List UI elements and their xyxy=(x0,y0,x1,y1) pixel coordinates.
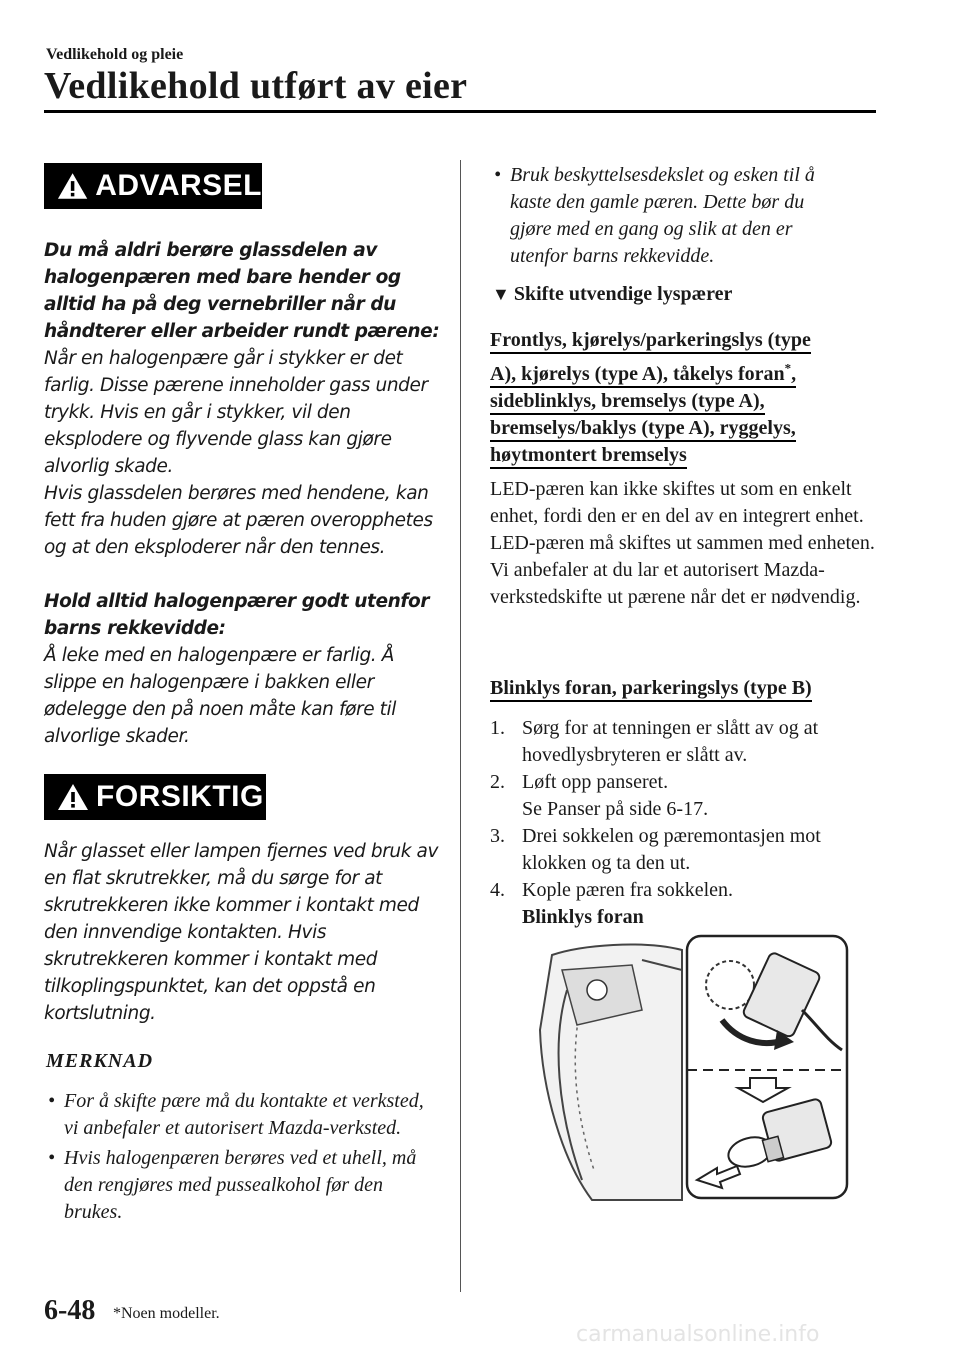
warning-label: ADVARSEL xyxy=(95,169,262,202)
warning-body-3: Å leke med en halogenpære er farlig. Å slippe en halogenpære i bakken eller ødelegge den på noen måte kan føre til alvorlige skader. xyxy=(44,645,396,747)
subheading-blinklys: Blinklys foran, parkeringslys (type B) xyxy=(490,675,812,702)
step-item: 1. Sørg for at tenningen er slått av og at hovedlysbryteren er slått av. xyxy=(490,717,819,766)
caution-body: Når glasset eller lampen fjernes ved bruk av en flat skrutrekker, må du sørge for at skrutrekkeren ikke kommer i kontakt med den innvendige kontakten. Hvis skrutrekkeren kommer i kontakt med tilkoplingspunktet, kan det oppstå en kortslutning. xyxy=(44,841,439,1024)
step-item: 4. Kople pæren fra sokkelen. Blinklys foran xyxy=(490,879,734,928)
note-bullet: • Bruk beskyttelsesdekslet og esken til å kaste den gamle pæren. Dette bør du gjøre med en gang og slik at den er utenfor barns rekkevidde. xyxy=(494,164,815,267)
warning-heading-1: Du må aldri berøre glassdelen av halogenpæren med bare hender og alltid ha på deg vernebriller når du håndterer eller arbeider rundt pærene: xyxy=(44,240,440,342)
note-bullets-left xyxy=(44,1088,434,1229)
caution-icon xyxy=(56,782,90,812)
warning-badge xyxy=(44,163,262,209)
blinklys-illustration xyxy=(522,930,852,1205)
note-heading: MERKNAD xyxy=(46,1050,154,1072)
warning-body-1: Når en halogenpære går i stykker er det farlig. Disse pærene inneholder gass under trykk. Hvis en går i stykker, vil den eksplodere og flyvende glass kan gjøre alvorlig skade. xyxy=(44,348,428,477)
caution-label: FORSIKTIG xyxy=(96,780,264,813)
warning-text xyxy=(44,237,444,750)
page-number: 6-48 xyxy=(44,1295,96,1326)
caution-badge xyxy=(44,774,266,820)
warning-heading-2: Hold alltid halogenpærer godt utenfor barns rekkevidde: xyxy=(44,591,430,639)
triangle-down-icon: ▼ xyxy=(492,284,510,304)
header-rule xyxy=(44,110,876,113)
warning-body-2: Hvis glassdelen berøres med hendene, kan fett fra huden gjøre at pæren overopphetes og at den eksploderer når den tennes. xyxy=(44,483,433,558)
note-bullet: • For å skifte pære må du kontakte et verksted, vi anbefaler et autorisert Mazda-verksted. xyxy=(48,1090,424,1139)
section-heading: ▼ Skifte utvendige lyspærer xyxy=(492,283,733,305)
step-item: 2. Løft opp panseret. Se Panser på side 6-17. xyxy=(490,771,709,820)
steps-list xyxy=(490,715,880,931)
step-item: 3. Drei sokkelen og pæremontasjen mot klokken og ta den ut. xyxy=(490,825,821,874)
caution-text xyxy=(44,838,444,1027)
watermark: carmanualsonline.info xyxy=(576,1322,820,1347)
led-text: LED-pæren kan ikke skiftes ut som en enkelt enhet, fordi den er en del av en integrert enhet. LED-pæren må skiftes ut sammen med enheten. Vi anbefaler at du lar et autorisert Mazda-verkstedskifte ut pærene når det er nødvendig. xyxy=(490,478,875,608)
footnote: *Noen modeller. xyxy=(113,1305,220,1322)
note-bullets-right xyxy=(490,162,850,273)
note-bullet: • Hvis halogenpæren berøres ved et uhell, må den rengjøres med pussealkohol før den brukes. xyxy=(48,1147,417,1223)
warning-icon xyxy=(56,171,89,201)
section-label: Vedlikehold og pleie xyxy=(46,46,184,63)
page-title: Vedlikehold utført av eier xyxy=(44,65,468,107)
subheading-lights: Frontlys, kjørelys/parkeringslys (type A), kjørelys (type A), tåkelys foran*, sideblinklys, bremselys (type A), bremselys/baklys (type A), ryggelys, høytmontert bremselys xyxy=(490,327,880,469)
column-divider xyxy=(460,160,461,1292)
